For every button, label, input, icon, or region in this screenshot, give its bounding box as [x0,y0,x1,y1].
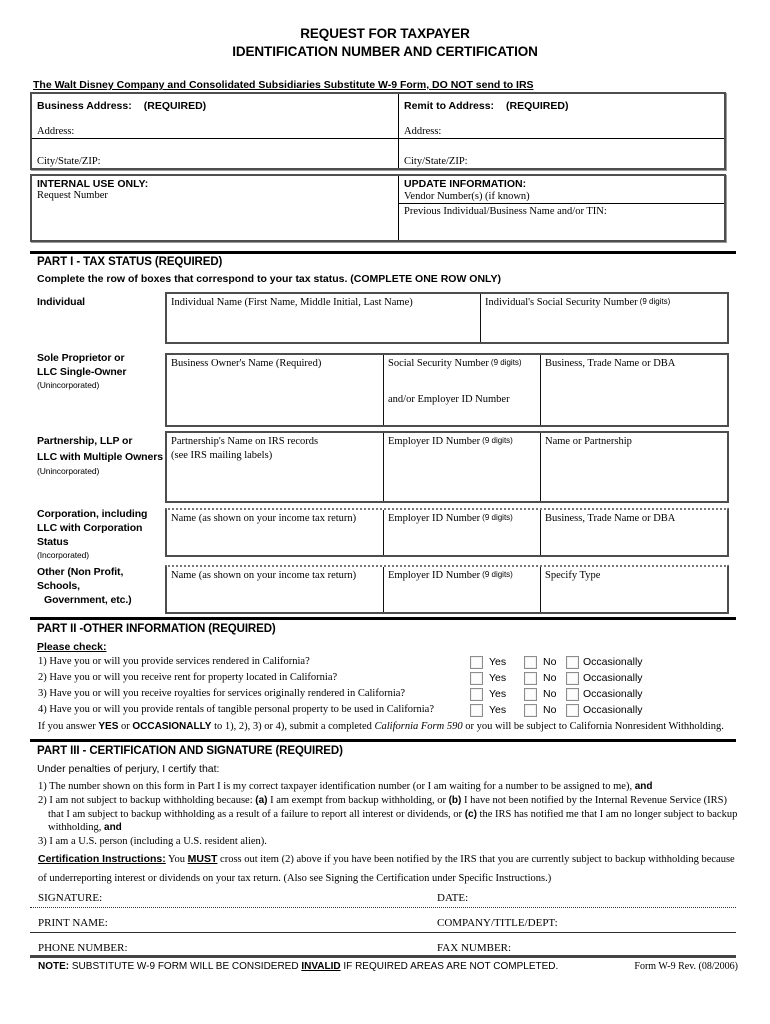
vendor-number-field[interactable]: Vendor Number(s) (if known) [399,190,724,204]
form-title-line2: IDENTIFICATION NUMBER AND CERTIFICATION [232,43,538,59]
internal-use-field[interactable] [32,176,398,240]
california-form-590-ref: California Form 590 [374,721,463,732]
date-label: DATE: [437,892,469,904]
company-label: COMPANY/TITLE/DEPT: [437,917,558,929]
ssn-ein-field[interactable]: Social Security Number (9 digits) and/or Employer ID Number [383,355,540,425]
remit-city-field[interactable] [398,138,724,168]
business-address-label: Address: [37,126,75,137]
checkbox-q4-occasionally[interactable] [566,704,579,717]
form-title [0,25,770,60]
business-address-field[interactable] [32,94,398,138]
individual-name-field[interactable]: Individual Name (First Name, Middle Initial, Last Name) [171,297,413,308]
update-information-heading: UPDATE INFORMATION: [404,178,527,190]
fax-number-label: FAX NUMBER: [437,942,512,954]
question-row-1: 1) Have you or will you provide services rendered in California? Yes No Occasionally [38,656,643,668]
certification-item-3: 3) I am a U.S. person (including a U.S. resident alien). [38,836,267,848]
row-sole-proprietor [165,353,729,427]
form-revision: Form W-9 Rev. (08/2006) [634,961,738,972]
business-city-field[interactable] [32,138,398,168]
print-name-line[interactable] [30,932,736,933]
part1-instruction: Complete the row of boxes that correspond to your tax status. (COMPLETE ONE ROW ONLY) [37,273,501,285]
previous-name-field[interactable]: Previous Individual/Business Name and/or TIN: [404,206,607,217]
part2-heading: PART II -OTHER INFORMATION (REQUIRED) [37,623,276,635]
row-label-sole-proprietor: Sole Proprietor or LLC Single-Owner (Unincorporated) [37,352,127,390]
signature-line[interactable] [30,907,736,908]
please-check-label: Please check: [37,641,107,653]
checkbox-q1-yes[interactable] [470,656,483,669]
checkbox-q1-occasionally[interactable] [566,656,579,669]
row-partnership [165,431,729,503]
checkbox-q3-no[interactable] [524,688,537,701]
part3-heading: PART III - CERTIFICATION AND SIGNATURE (REQUIRED) [37,745,343,757]
certification-item-1: 1) The number shown on this form in Part I is my correct taxpayer identification number (or I am waiting for a number to be assigned to me), and [38,781,653,792]
other-ein-field[interactable]: Employer ID Number (9 digits) [383,567,540,612]
certification-instructions: Certification Instructions: You MUST cross out item (2) above if you have been notified by the IRS that you are currently subject to backup withholding because of underreporting interest or dividends on your tax return. (Also see Signing the Certification under Specific Instructions.) [38,853,735,884]
phone-number-label: PHONE NUMBER: [38,942,128,954]
section-divider [30,251,736,254]
other-specify-type-field[interactable]: Specify Type [540,567,727,612]
checkbox-q2-occasionally[interactable] [566,672,579,685]
section-divider [30,617,736,620]
address-table [30,92,726,170]
form-title-line1: REQUEST FOR TAXPAYER [300,26,470,41]
request-number-label: Request Number [37,190,108,201]
row-label-partnership: Partnership, LLP or LLC with Multiple Owners (Unincorporated) [37,435,163,476]
question-2: 2) Have you or will you receive rent for property located in California? [38,672,338,683]
question-4: 4) Have you or will you provide rentals of tangible personal property to be used in California? [38,704,434,715]
business-address-heading: Business Address: (REQUIRED) [37,100,207,112]
form-subtitle: The Walt Disney Company and Consolidated Subsidiaries Substitute W-9 Form, DO NOT send to IRS [33,79,534,91]
owner-name-field[interactable]: Business Owner's Name (Required) [171,358,322,369]
checkbox-q3-occasionally[interactable] [566,688,579,701]
corporation-name-field[interactable]: Name (as shown on your income tax return) [171,513,357,524]
question-row-3: 3) Have you or will you receive royalties for services originally rendered in California? Yes No Occasionally [38,688,643,700]
internal-use-heading: INTERNAL USE ONLY: [37,178,149,190]
checkbox-q2-yes[interactable] [470,672,483,685]
checkbox-q4-yes[interactable] [470,704,483,717]
internal-use-table [30,174,726,242]
checkbox-q4-no[interactable] [524,704,537,717]
question-row-4: 4) Have you or will you provide rentals of tangible personal property to be used in California? Yes No Occasionally [38,704,643,716]
certification-item-2: 2) I am not subject to backup withholding because: (a) I am exempt from backup withholding, or (b) I have not been notified by the Internal Revenue Service (IRS) that I am subject to backup withholding as a result of a failure to report all interest or dividends, or (c) the IRS has notified me that I am no longer subject to backup withholding, and [38,794,738,834]
row-corporation [165,508,729,557]
print-name-label: PRINT NAME: [38,917,108,929]
signature-label: SIGNATURE: [38,892,103,904]
checkbox-q2-no[interactable] [524,672,537,685]
partnership-name-field[interactable]: Partnership's Name on IRS records (see IRS mailing labels) [171,436,319,461]
question-row-2: 2) Have you or will you receive rent for property located in California? Yes No Occasionally [38,672,643,684]
checkbox-q3-yes[interactable] [470,688,483,701]
part1-heading: PART I - TAX STATUS (REQUIRED) [37,256,223,268]
partnership-ein-field[interactable]: Employer ID Number (9 digits) [383,433,540,501]
certification-items [38,780,740,849]
row-label-individual: Individual [37,296,86,308]
dba-field[interactable]: Business, Trade Name or DBA [540,355,727,425]
remit-address-label: Address: [404,126,442,137]
remit-address-field[interactable] [398,94,724,138]
business-city-label: City/State/ZIP: [37,156,101,167]
row-other [165,565,729,614]
other-name-field[interactable]: Name (as shown on your income tax return) [171,570,357,581]
partnership-dba-field[interactable]: Name or Partnership [540,433,727,501]
corporation-dba-field[interactable]: Business, Trade Name or DBA [540,510,727,555]
footer-divider [30,955,736,958]
individual-ssn-field[interactable]: Individual's Social Security Number (9 digits) [480,294,727,342]
row-label-other: Other (Non Profit, Schools, Government, etc.) [37,566,132,606]
update-information-section [398,176,724,240]
remit-city-label: City/State/ZIP: [404,156,468,167]
checkbox-q1-no[interactable] [524,656,537,669]
remit-address-heading: Remit to Address: (REQUIRED) [404,100,569,112]
corporation-ein-field[interactable]: Employer ID Number (9 digits) [383,510,540,555]
footer-note: NOTE: SUBSTITUTE W-9 FORM WILL BE CONSIDERED INVALID IF REQUIRED AREAS ARE NOT COMPLETED. [38,961,559,972]
question-1: 1) Have you or will you provide services rendered in California? [38,656,310,667]
row-label-corporation: Corporation, including LLC with Corporation Status (Incorporated) [37,508,148,560]
section-divider [30,739,736,742]
row-individual [165,292,729,344]
question-3: 3) Have you or will you receive royalties for services originally rendered in California? [38,688,406,699]
part3-intro: Under penalties of perjury, I certify that: [37,763,220,775]
part2-note: If you answer YES or OCCASIONALLY to 1), 2), 3) or 4), submit a completed California Form 590 or you will be subject to California Nonresident Withholding. [38,721,724,732]
